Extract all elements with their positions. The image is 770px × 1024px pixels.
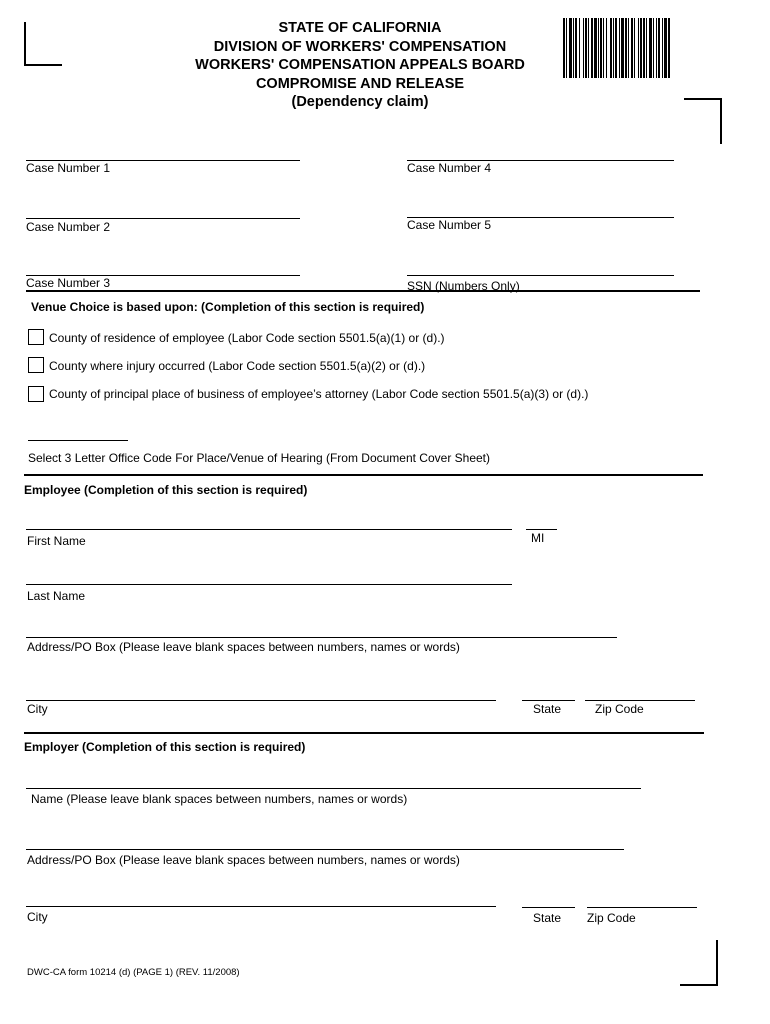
venue-heading: Venue Choice is based upon: (Completion of this section is required): [31, 300, 425, 314]
employee-first-name-label: First Name: [27, 534, 86, 548]
header-state: STATE OF CALIFORNIA: [278, 20, 442, 36]
ssn-field[interactable]: [407, 275, 674, 276]
employee-zip-field[interactable]: [585, 700, 695, 701]
employee-state-label: State: [533, 702, 562, 716]
header-title: COMPROMISE AND RELEASE: [255, 75, 465, 92]
form-id: DWC-CA form 10214 (d) (PAGE 1) (REV. 11/2008): [27, 967, 240, 978]
venue-option-3-label: County of principal place of business of employee’s attorney (Labor Code section 5501.5(a)(3) or (d).): [49, 387, 589, 401]
employee-last-name-field[interactable]: [26, 584, 512, 585]
venue-option-3-checkbox[interactable]: [28, 386, 44, 402]
employer-name-label: Name (Please leave blank spaces between numbers, names or words): [31, 792, 408, 806]
employee-mi-label: MI: [531, 531, 545, 545]
employer-state-label: State: [533, 911, 562, 925]
ssn-label: SSN (Numbers Only): [407, 279, 520, 293]
header-subtitle: (Dependency claim): [291, 94, 429, 110]
venue-option-2-label: County where injury occurred (Labor Code section 5501.5(a)(2) or (d).): [49, 359, 426, 373]
employee-address-label: Address/PO Box (Please leave blank spaces between numbers, names or words): [27, 640, 460, 654]
employer-zip-field[interactable]: [587, 907, 697, 908]
case-number-2-label: Case Number 2: [26, 220, 111, 234]
employee-city-label: City: [27, 702, 48, 716]
venue-option-1-checkbox[interactable]: [28, 329, 44, 345]
employer-city-field[interactable]: [26, 906, 496, 907]
employer-name-field[interactable]: [26, 788, 641, 789]
case-number-3-label: Case Number 3: [26, 276, 111, 290]
employer-divider: [24, 732, 704, 734]
employer-zip-label: Zip Code: [587, 911, 636, 925]
case-number-2-field[interactable]: [26, 218, 300, 219]
form-header: [130, 19, 590, 112]
case-number-1-label: Case Number 1: [26, 161, 111, 175]
venue-option-2-checkbox[interactable]: [28, 357, 44, 373]
case-number-4-label: Case Number 4: [407, 161, 492, 175]
employer-city-label: City: [27, 910, 48, 924]
venue-option-1-label: County of residence of employee (Labor Code section 5501.5(a)(1) or (d).): [49, 331, 445, 345]
employee-heading: Employee (Completion of this section is required): [24, 483, 308, 497]
employee-first-name-field[interactable]: [26, 529, 512, 530]
header-division: DIVISION OF WORKERS' COMPENSATION: [213, 38, 507, 55]
employee-city-field[interactable]: [26, 700, 496, 701]
employee-address-field[interactable]: [26, 637, 617, 638]
employee-zip-label: Zip Code: [595, 702, 644, 716]
header-board: WORKERS' COMPENSATION APPEALS BOARD: [195, 57, 525, 73]
case-number-5-label: Case Number 5: [407, 218, 492, 232]
office-code-label: Select 3 Letter Office Code For Place/Venue of Hearing (From Document Cover Sheet): [28, 451, 490, 465]
employee-state-field[interactable]: [522, 700, 575, 701]
employer-state-field[interactable]: [522, 907, 575, 908]
employer-address-label: Address/PO Box (Please leave blank spaces between numbers, names or words): [27, 853, 460, 867]
venue-divider: [26, 290, 700, 292]
office-code-field[interactable]: [28, 440, 128, 441]
employee-last-name-label: Last Name: [27, 589, 86, 603]
employee-divider: [24, 474, 703, 476]
employer-address-field[interactable]: [26, 849, 624, 850]
employee-mi-field[interactable]: [526, 529, 557, 530]
employer-heading: Employer (Completion of this section is required): [24, 740, 306, 754]
